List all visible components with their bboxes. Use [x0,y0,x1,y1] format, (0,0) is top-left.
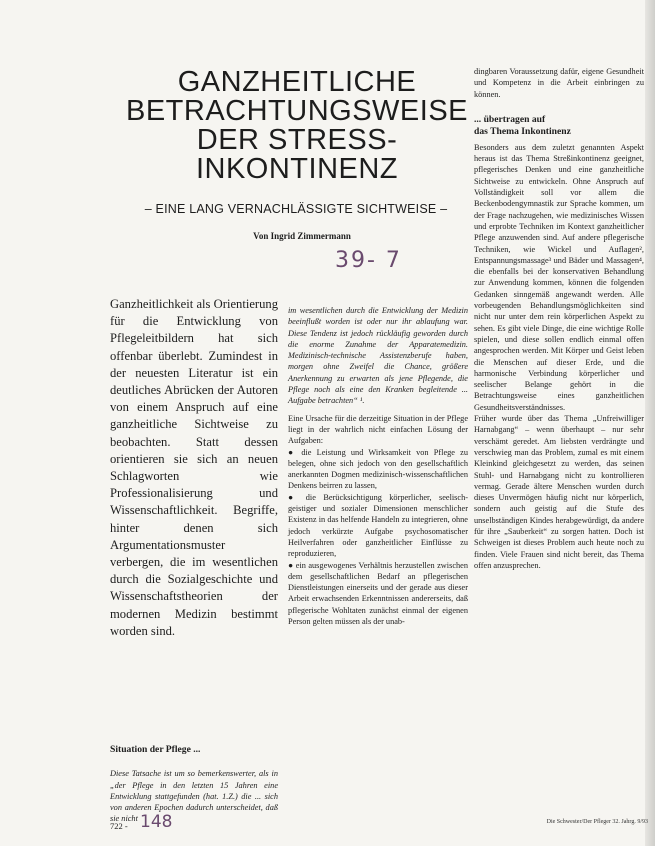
body-paragraph: dingbaren Voraussetzung dafür, eigene Gesundheit und Kompetenz in die Arbeit einbringen zu können. [474,67,644,99]
column-3 [474,66,644,796]
title-line: INKONTINENZ [195,153,399,185]
article-byline: Von Ingrid Zimmermann [253,231,351,241]
bullet-dot-icon: ● [288,560,296,570]
body-paragraph: Früher wurde über das Thema „Unfreiwilliger Harnabgang“ – wenn überhaupt – nur sehr verschämt geredet. Am liebsten verdrängte und verschwieg man das Problem, zumal es mit einem Kleinkind gleichgesetzt zu werden, das seinen Stuhl- und Harnabgang nicht zu kontrollieren vermag. Gerade ältere Menschen wurden durch dieses Unvermögen häufig nicht nur körperlich, sondern auch geistig auf die Stufe des unselbständigen Kindes herabgewürdigt, da andere für ihre „Sauberkeit“ zu sorgen hatten. Doch ist Schweigen ist dieses Problem auch heute noch zu finden. Viele Frauen sind nicht bereit, das Thema offen anzusprechen. [474,414,644,570]
handwritten-note: 39- 7 [335,248,402,273]
bullet-dot-icon: ● [288,492,306,502]
intro-paragraph: Ganzheitlichkeit als Orientierung für die Entwicklung von Pflegeleitbildern hat sich offenbar überlebt. Zumindest in der neuesten Literatur ist ein deutliches Abrücken der Autoren von einem Anspruch auf eine ganzheitliche Sichtweise zu beobachten. Statt dessen orientieren sie sich an neuen Schlagworten wie Professionalisierung und Wissenschaftlichkeit. Begriffe, hinter denen sich Argumentationsmuster verbergen, die im wesentlichen durch die Sozialgeschichte und Wissenschaftstheorien der modernen Medizin bestimmt worden sind. [110,297,278,638]
section-heading-inkontinenz: ... übertragen auf das Thema Inkontinenz [474,113,571,137]
handwritten-page-number: 148 [140,812,173,832]
page-edge-shadow [645,0,655,846]
column-1 [110,296,278,638]
column-2 [288,305,468,835]
page-footer: Die Schwester/Der Pfleger 32. Jahrg. 9/93 [546,819,648,825]
title-line: GANZHEITLICHE [177,66,417,98]
bullet-item: ● ein ausgewogenes Verhältnis herzustellen zwischen dem gesellschaftlichen Bedarf an pflegerischen Dienstleistungen einerseits und der gerade aus dieser Arbeit erwachsenden Erkenntnissen andererseits, daß pflegerische Wohltaten zunächst einmal der eigenen Person gelten müssen als der unab- [288,560,468,627]
page-number: 722 - [110,821,128,831]
title-line: BETRACHTUNGSWEISE [125,95,469,127]
body-paragraph: Eine Ursache für die derzeitige Situation in der Pflege liegt in der wahrlich nicht einfachen Lösung der Aufgaben: [288,413,468,446]
bullet-dot-icon: ● [288,447,302,457]
body-paragraph: Besonders aus dem zuletzt genannten Aspekt heraus ist das Thema Streßinkontinenz geeignet, pflegerisches Denken und eine ganzheitliche Sichtweise zu entwickeln. Ohne Anspruch auf Vollständigkeit soll vor allem die Beckenbodengymnastik zur Sprache kommen, um der Frage nachzugehen, wie medizinisches Wissen und erprobte Techniken im Kontext ganzheitlicher Pflege anzuwenden sind. Auf andere pflegerische Techniken, wie Wickel und Auflagen², Entspannungsmassage³ und Bäder und Massagen⁴, die ebenfalls bei der konservativen Behandlung zur Anwendung kommen, können die folgenden Gedanken sinngemäß angewandt werden. Alle vorbeugenden Behandlungsmöglichkeiten sind nicht nur unter dem rein körperlichen Aspekt zu sehen. Es gibt viele Dinge, die eine wichtige Rolle spielen, und diese sollen endlich einmal offen angesprochen werden. Mit Körper und Geist leben die Menschen auf dieser Erde, und die harmonische Verbindung körperlicher und seelischer Belange gehört in die Betrachtungsweise eines ganzheitlichen Gesundheitsverständnisses. [474,142,644,412]
bullet-item: ● die Berücksichtigung körperlicher, seelisch-geistiger und sozialer Dimensionen menschlicher Existenz in das helfende Handeln zu integrieren, ohne jedoch verkürzte Aufgabe psychosomatischer Heilverfahren oder ganzheitlicher Einflüsse zu reproduzieren, [288,492,468,559]
article-subtitle: – EINE LANG VERNACHLÄSSIGTE SICHTWEISE – [144,202,448,216]
section-paragraph: Diese Tatsache ist um so bemerkenswerter, als in „der Pflege in den letzten 15 Jahren eine Entwicklung stattgefunden (hat. 1.Z.) die ... sich von anderen Epochen dadurch unterscheidet, daß sie nicht [110,769,278,824]
section-heading-situation: Situation der Pflege ... [110,744,201,755]
article-title [118,68,476,184]
title-line: DER STRESS- [196,124,398,156]
quote-paragraph: im wesentlichen durch die Entwicklung der Medizin beeinflußt worden ist oder nur ihr ablaufung war. Diese Tendenz ist jedoch rückläufig geworden durch die enorme Zunahme der Apparatemedizin. Medizinisch-technische Assistenzberufe haben, morgen ohne Zweifel die Chance, größere Anerkennung zu erwarten als jene Pflegende, die Pflege noch als eine den Kranken begleitende ... Aufgabe betrachten“ ¹. [288,306,468,406]
bullet-item: ● die Leistung und Wirksamkeit von Pflege zu belegen, ohne sich jedoch von den gesellschaftlich anerkannten Dogmen medizinisch-wissenschaftlichen Denkens beirren zu lassen, [288,447,468,491]
